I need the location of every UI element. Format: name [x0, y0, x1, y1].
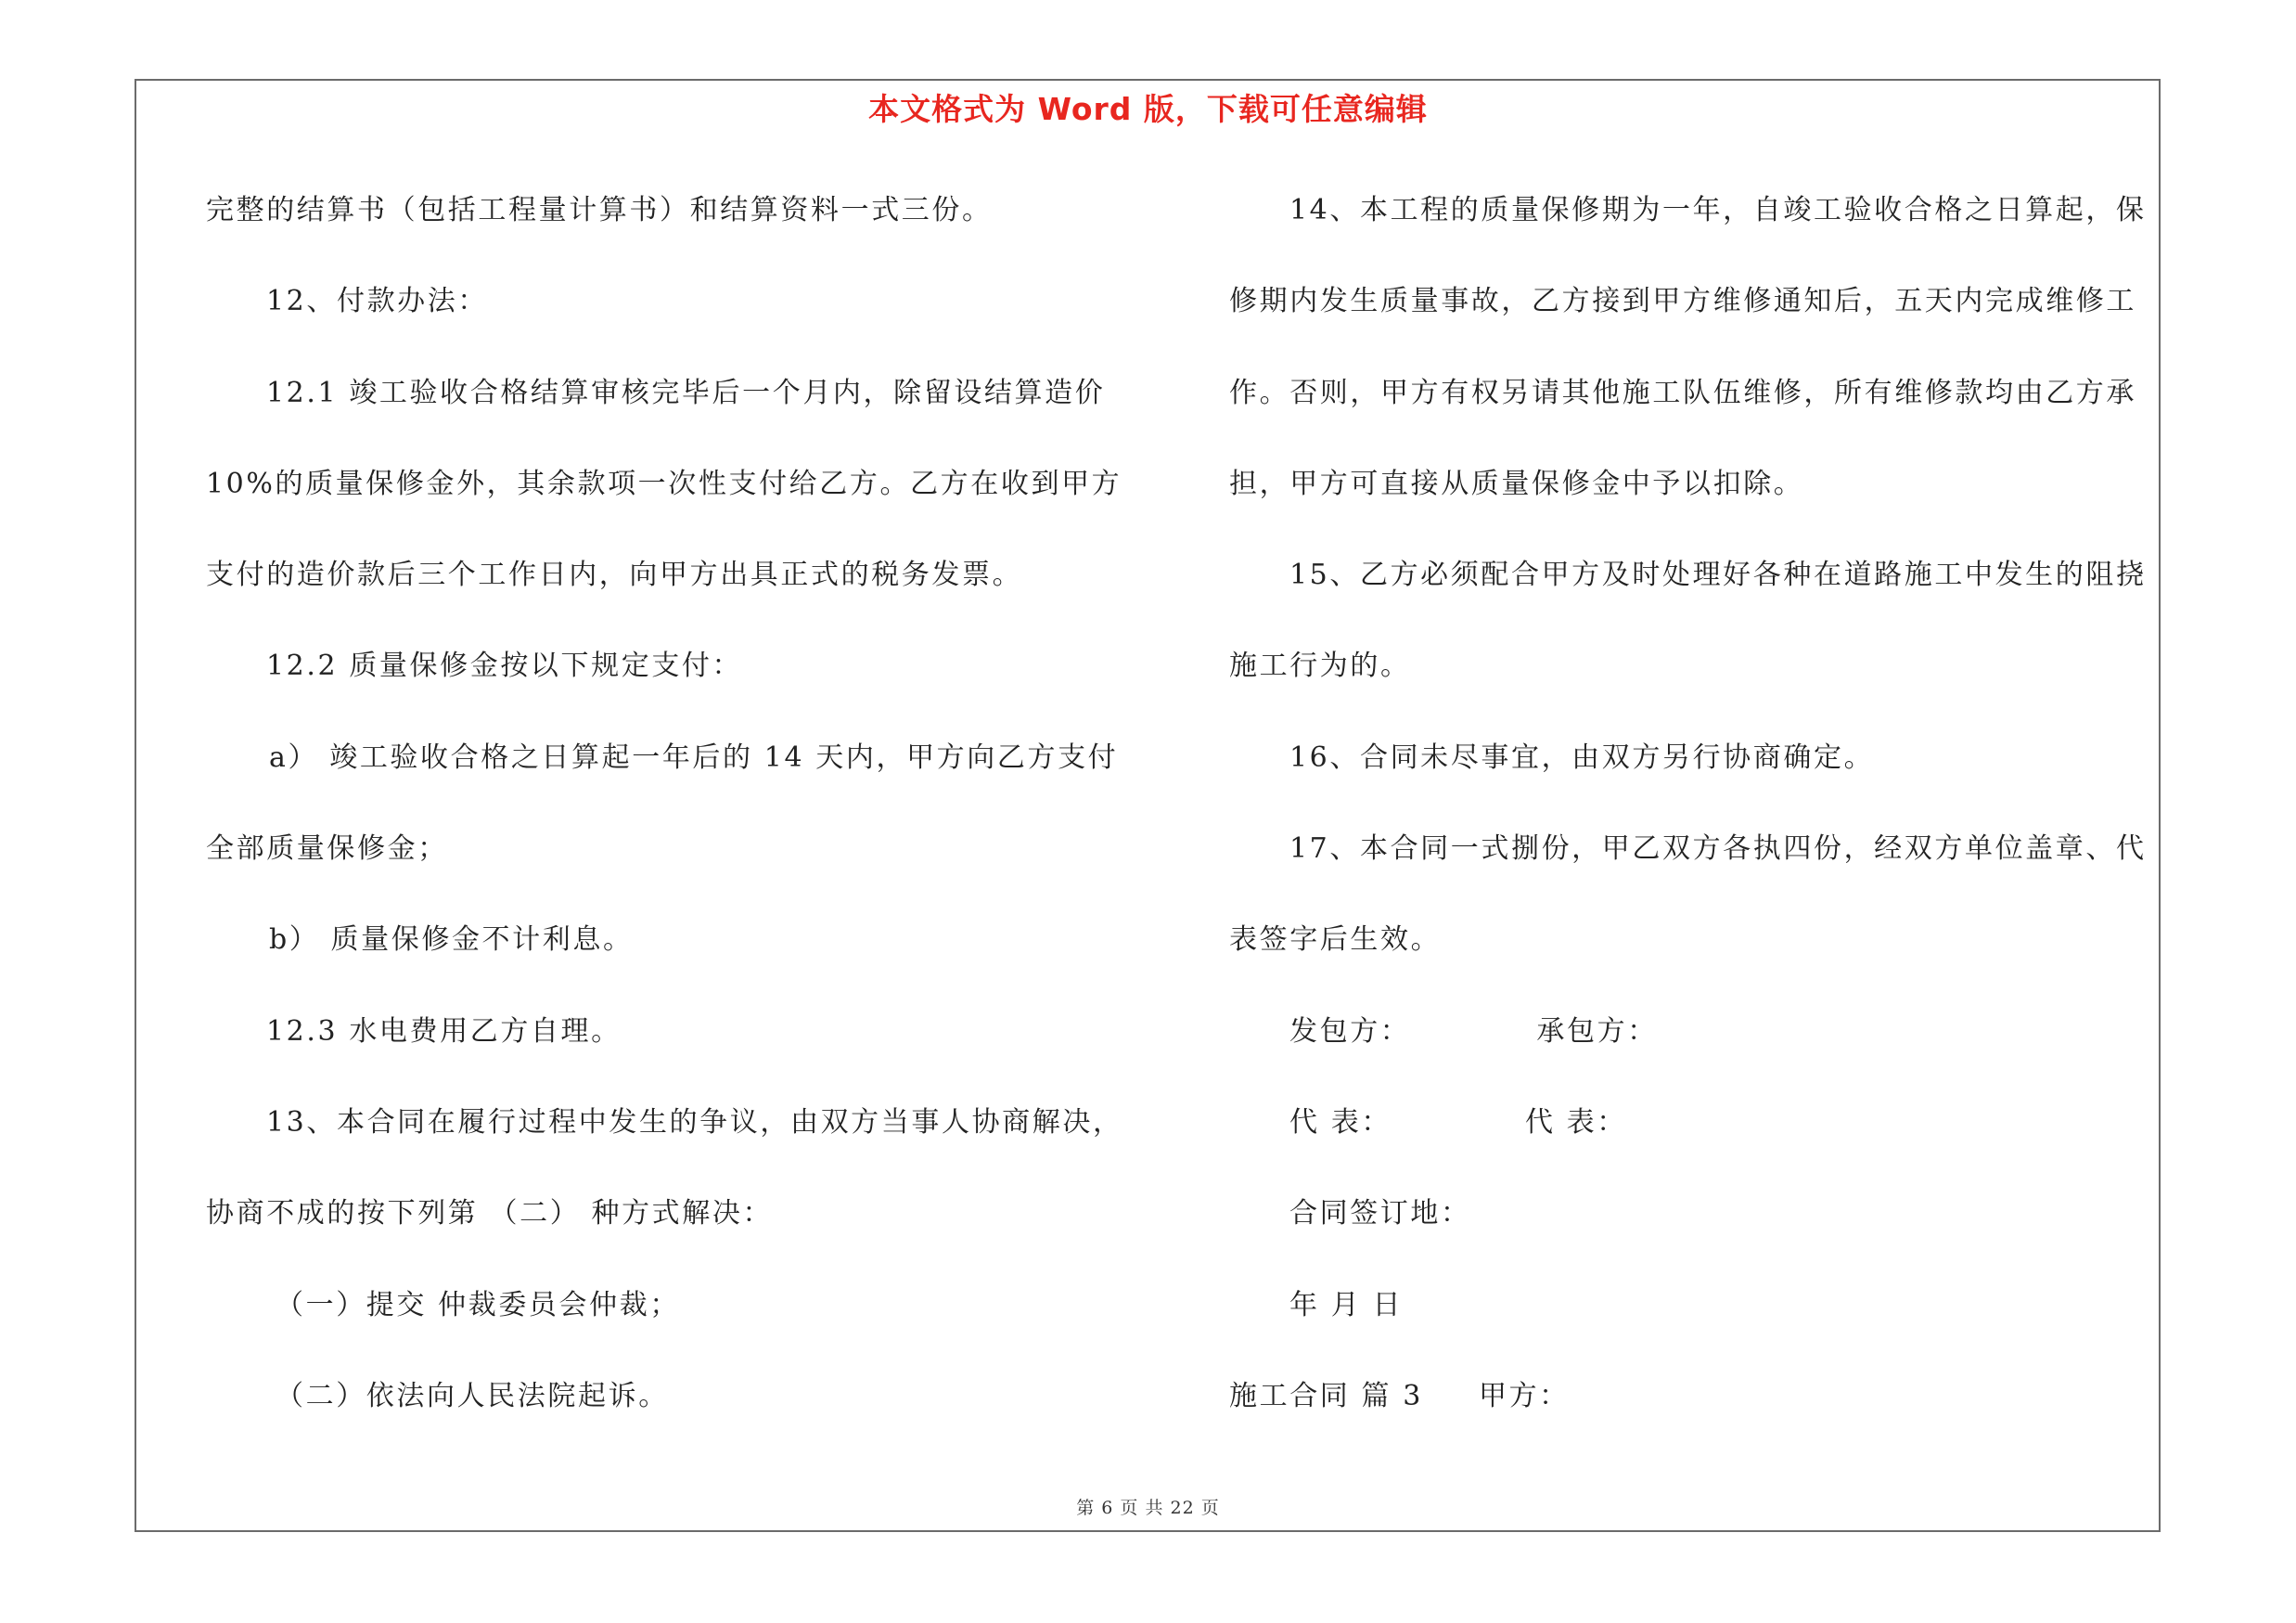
paragraph-line: 作。否则，甲方有权另请其他施工队伍维修，所有维修款均由乙方承 — [1229, 376, 2136, 409]
paragraph-line: 担，甲方可直接从质量保修金中予以扣除。 — [1229, 467, 1804, 500]
signature-parties-line — [1229, 1005, 2157, 1096]
paragraph-line: 10%的质量保修金外，其余款项一次性支付给乙方。乙方在收到甲方 — [206, 467, 1122, 500]
representative-label: 代 表： — [1524, 1105, 1627, 1139]
sign-place-label: 合同签订地： — [1289, 1197, 1471, 1230]
party-a-label: 甲方： — [1478, 1379, 1570, 1412]
representative-label: 代 表： — [1289, 1105, 1392, 1139]
page-number: 第 6 页 共 22 页 — [1076, 1498, 1220, 1518]
paragraph-line: a） 竣工验收合格之日算起一年后的 14 天内，甲方向乙方支付 — [269, 741, 1119, 774]
paragraph-line: 修期内发生质量事故，乙方接到甲方维修通知后，五天内完成维修工 — [1229, 285, 2136, 318]
paragraph-line: 全部质量保修金； — [206, 832, 448, 866]
paragraph-line: 协商不成的按下列第 （二） 种方式解决： — [206, 1197, 774, 1230]
next-section-line — [1229, 1370, 2157, 1461]
paragraph-line: 12.1 竣工验收合格结算审核完毕后一个月内，除留设结算造价 — [266, 376, 1106, 409]
employer-label: 发包方： — [1289, 1014, 1411, 1048]
paragraph-line: 14、本工程的质量保修期为一年，自竣工验收合格之日算起，保 — [1289, 194, 2147, 226]
paragraph-line: 12、付款办法： — [266, 285, 488, 318]
signature-representative-line — [1229, 1096, 2157, 1187]
right-column — [1229, 184, 2157, 1461]
section-title: 施工合同 篇 3 — [1229, 1379, 1423, 1412]
paragraph-line: b） 质量保修金不计利息。 — [269, 923, 634, 957]
paragraph-line: 完整的结算书（包括工程量计算书）和结算资料一式三份。 — [206, 194, 993, 226]
left-column — [206, 184, 1143, 1461]
format-banner: 本文格式为 Word 版，下载可任意编辑 — [868, 91, 1428, 127]
paragraph-line: 17、本合同一式捌份，甲乙双方各执四份，经双方单位盖章、代 — [1289, 832, 2147, 866]
paragraph-line: 支付的造价款后三个工作日内，向甲方出具正式的税务发票。 — [206, 559, 1023, 592]
paragraph-line: 施工行为的。 — [1229, 650, 1411, 683]
paragraph-line: 12.3 水电费用乙方自理。 — [266, 1014, 622, 1048]
contractor-label: 承包方： — [1536, 1014, 1658, 1048]
paragraph-line: 表签字后生效。 — [1229, 923, 1442, 957]
paragraph-line: 16、合同未尽事宜，由双方另行协商确定。 — [1289, 741, 1875, 774]
paragraph-line: 15、乙方必须配合甲方及时处理好各种在道路施工中发生的阻挠 — [1289, 559, 2147, 592]
paragraph-line: 12.2 质量保修金按以下规定支付： — [266, 650, 743, 683]
paragraph-line: （二）依法向人民法院起诉。 — [276, 1379, 669, 1412]
paragraph-line: 13、本合同在履行过程中发生的争议，由双方当事人协商解决， — [266, 1105, 1123, 1139]
paragraph-line: （一）提交 仲裁委员会仲裁； — [276, 1288, 680, 1321]
date-label: 年 月 日 — [1289, 1288, 1404, 1321]
